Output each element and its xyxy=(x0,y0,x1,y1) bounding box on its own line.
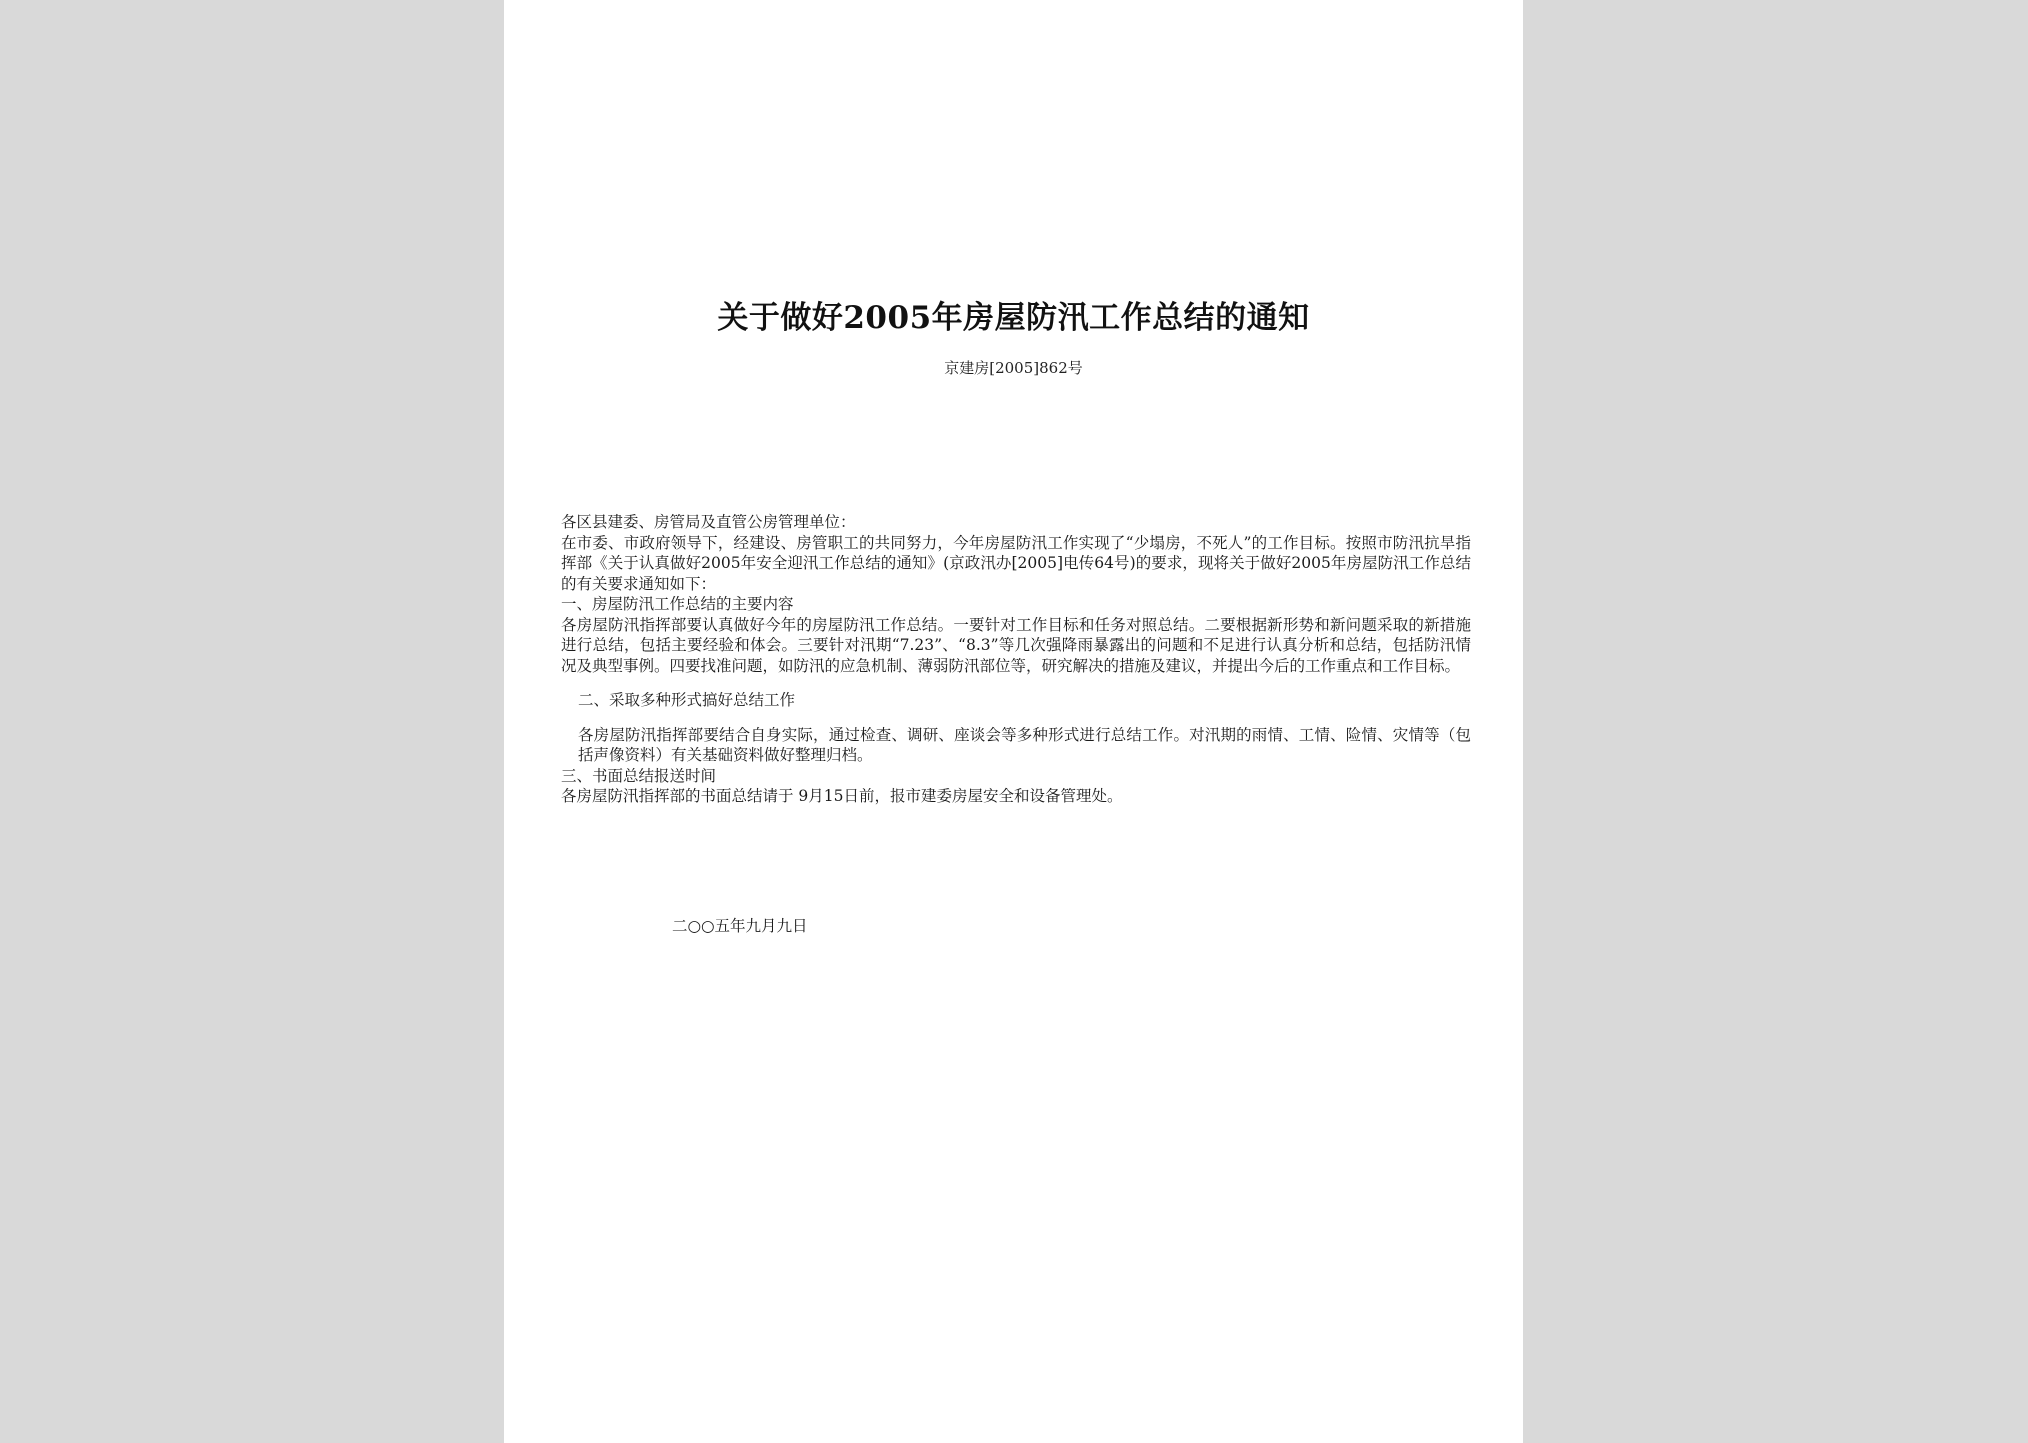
document-body xyxy=(561,512,1471,807)
section2-paragraph: 各房屋防汛指挥部要结合自身实际，通过检查、调研、座谈会等多种形式进行总结工作。对汛期的雨情、工情、险情、灾情等（包括声像资料）有关基础资料做好整理归档。 xyxy=(578,725,1471,764)
section3-paragraph: 各房屋防汛指挥部的书面总结请于 9月15日前，报市建委房屋安全和设备管理处。 xyxy=(561,787,1123,805)
document-date: 二○○五年九月九日 xyxy=(672,917,808,935)
document-number: 京建房[2005]862号 xyxy=(944,359,1083,377)
section1-heading: 一、房屋防汛工作总结的主要内容 xyxy=(561,595,794,613)
section1-paragraph: 各房屋防汛指挥部要认真做好今年的房屋防汛工作总结。一要针对工作目标和任务对照总结。二要根据新形势和新问题采取的新措施进行总结，包括主要经验和体会。三要针对汛期“7.23”、“8.3”等几次强降雨暴露出的问题和不足进行认真分析和总结，包括防汛情况及典型事例。四要找准问题，如防汛的应急机制、薄弱防汛部位等，研究解决的措施及建议，并提出今后的工作重点和工作目标。 xyxy=(561,615,1471,675)
section2-heading: 二、采取多种形式搞好总结工作 xyxy=(578,691,796,709)
addressee: 各区县建委、房管局及直管公房管理单位： xyxy=(561,513,856,531)
intro-paragraph: 在市委、市政府领导下，经建设、房管职工的共同努力，今年房屋防汛工作实现了“少塌房，不死人”的工作目标。按照市防汛抗旱指挥部《关于认真做好2005年安全迎汛工作总结的通知》(京政汛办[2005]电传64号)的要求，现将关于做好2005年房屋防汛工作总结的有关要求通知如下： xyxy=(561,533,1471,593)
document-page xyxy=(504,0,1523,1443)
section3-heading: 三、书面总结报送时间 xyxy=(561,766,717,785)
document-title: 关于做好2005年房屋防汛工作总结的通知 xyxy=(717,300,1310,336)
